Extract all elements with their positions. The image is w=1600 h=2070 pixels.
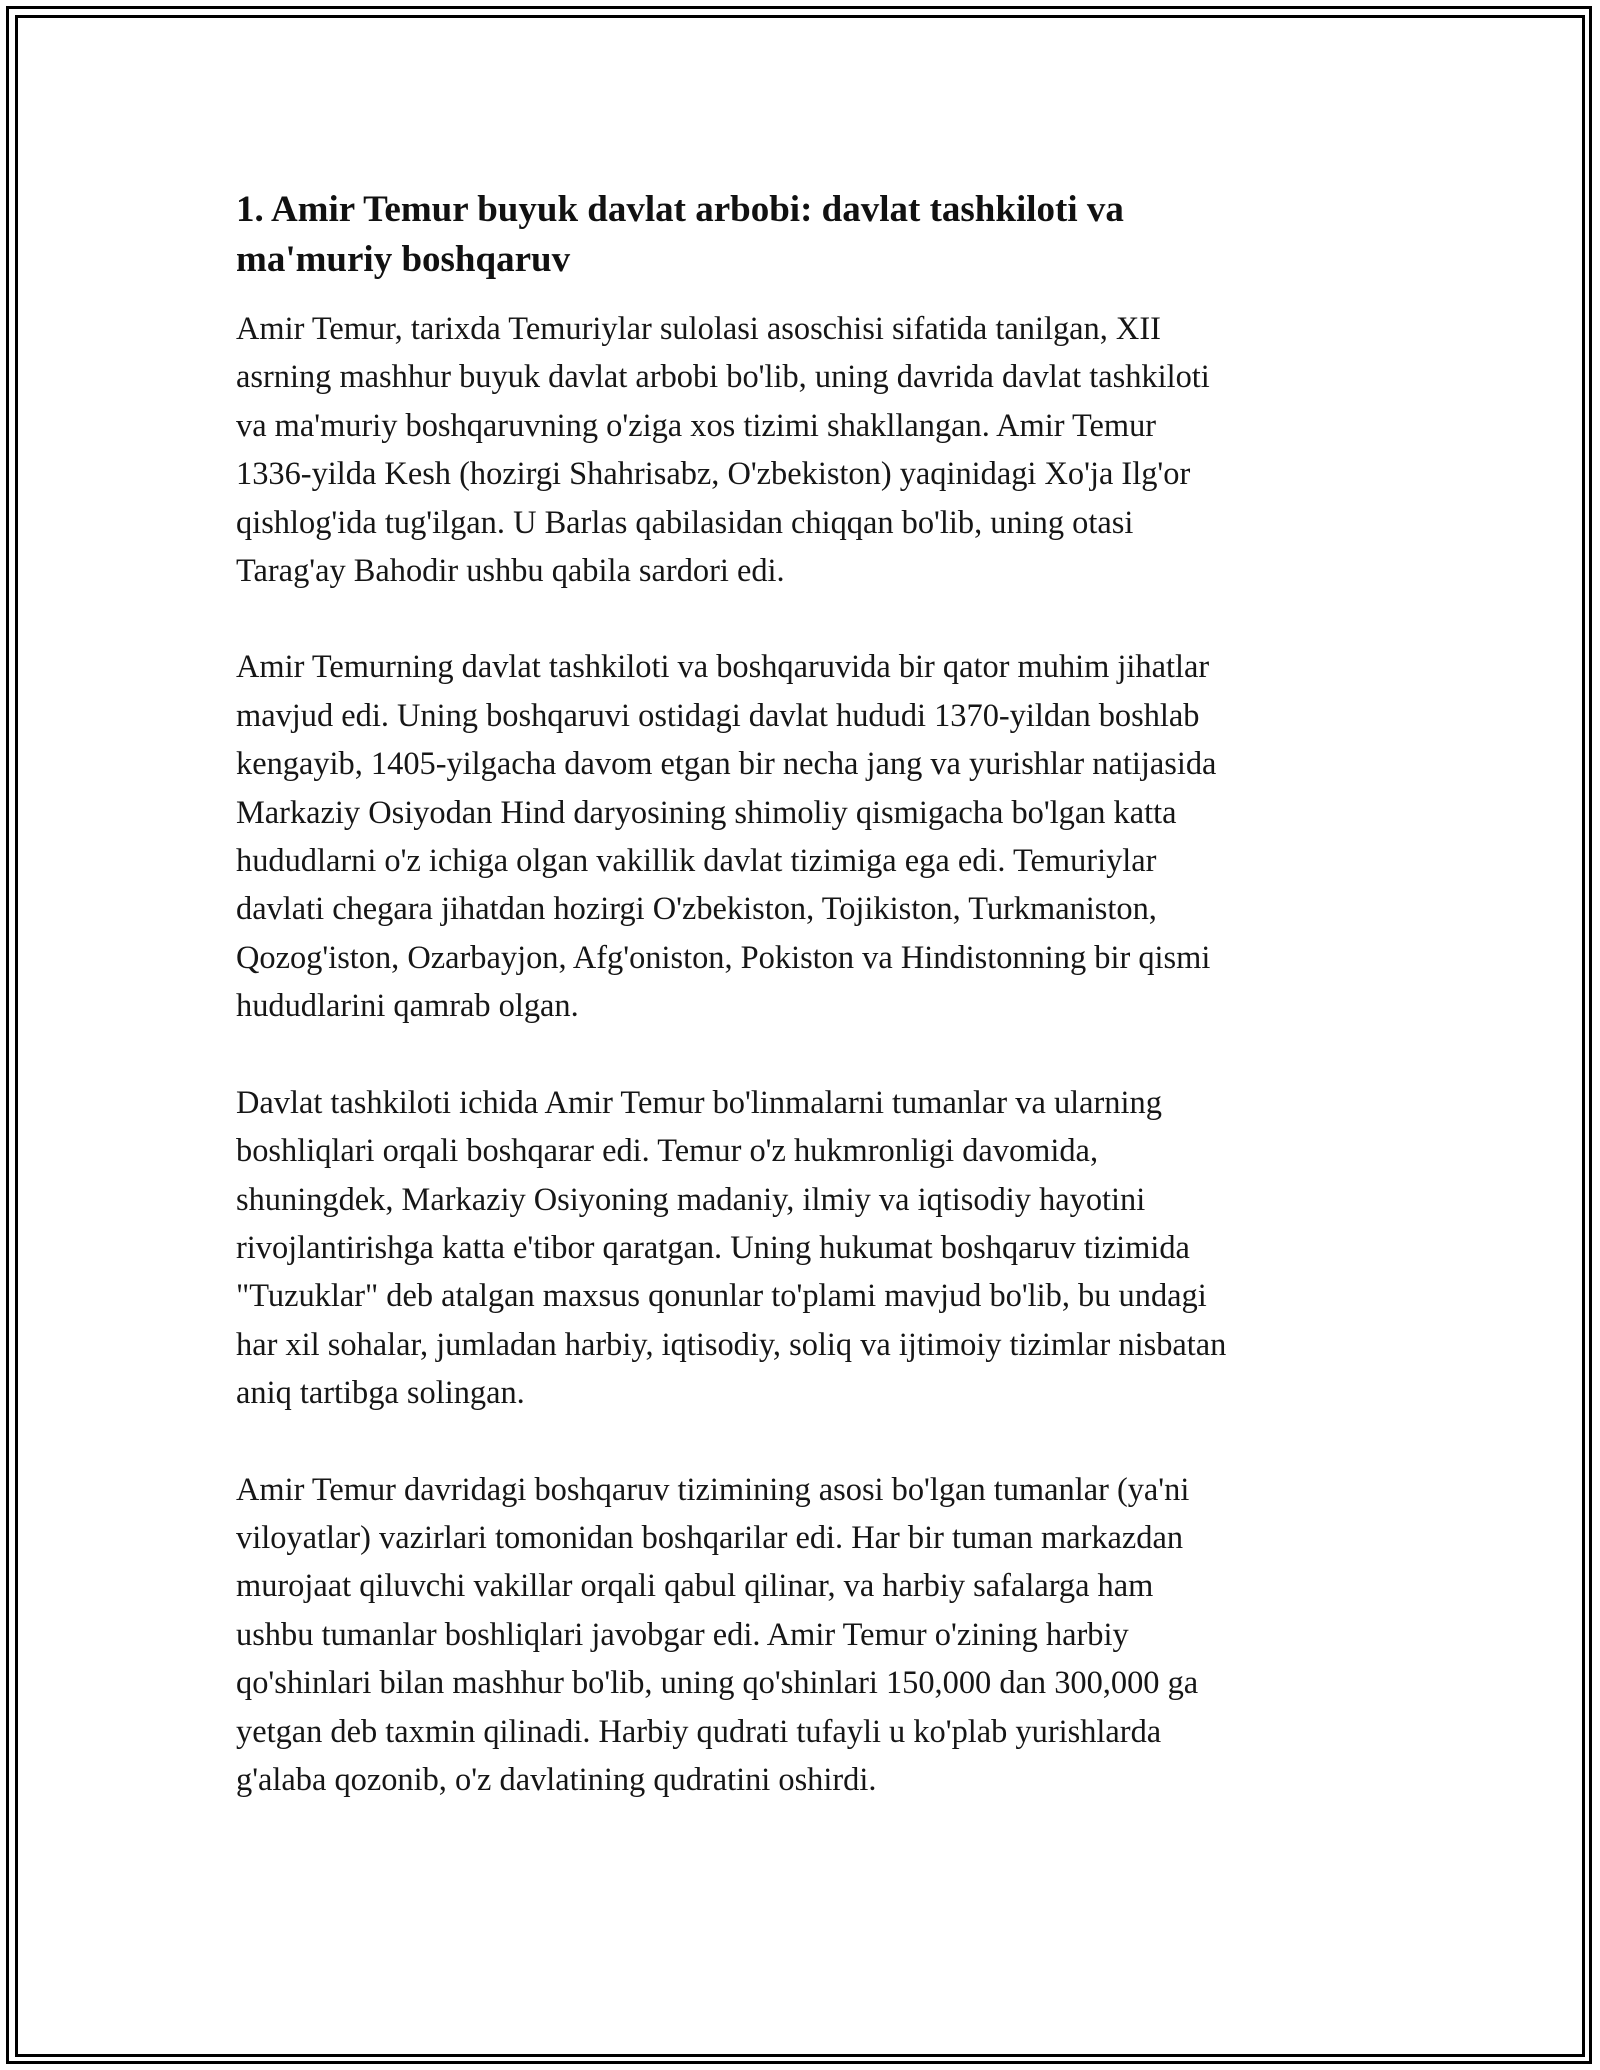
text-line: Tarag'ay Bahodir ushbu qabila sardori edi.	[236, 553, 785, 590]
text-line: har xil sohalar, jumladan harbiy, iqtisodiy, soliq va ijtimoiy tizimlar nisbatan	[236, 1326, 1227, 1363]
text-line: Davlat tashkiloti ichida Amir Temur bo'linmalarni tumanlar va ularning	[236, 1084, 1162, 1121]
text-line: qo'shinlari bilan mashhur bo'lib, uning qo'shinlari 150,000 dan 300,000 ga	[236, 1665, 1199, 1702]
text-line: 1336-yilda Kesh (hozirgi Shahrisabz, O'zbekiston) yaqinidagi Xo'ja Ilg'or	[236, 456, 1191, 493]
text-line: hududlarini qamrab olgan.	[236, 988, 579, 1025]
text-line: "Tuzuklar" deb atalgan maxsus qonunlar to'plami mavjud bo'lib, bu undagi	[236, 1278, 1207, 1315]
paragraph-4	[236, 1466, 1386, 1805]
text-line: davlati chegara jihatdan hozirgi O'zbekiston, Tojikiston, Turkmaniston,	[236, 891, 1157, 928]
text-line: rivojlantirishga katta e'tibor qaratgan. Uning hukumat boshqaruv tizimida	[236, 1229, 1190, 1266]
text-line: aniq tartibga solingan.	[236, 1375, 525, 1412]
text-line: murojaat qiluvchi vakillar orqali qabul qilinar, va harbiy safalarga ham	[236, 1568, 1154, 1605]
paragraph-2	[236, 643, 1386, 1030]
paragraph-1	[236, 305, 1386, 595]
text-line: kengayib, 1405-yilgacha davom etgan bir necha jang va yurishlar natijasida	[236, 746, 1217, 783]
text-line: Amir Temur, tarixda Temuriylar sulolasi asoschisi sifatida tanilgan, XII	[236, 311, 1161, 347]
text-line: viloyatlar) vazirlari tomonidan boshqarilar edi. Har bir tuman markazdan	[236, 1519, 1184, 1556]
text-line: Qozog'iston, Ozarbayjon, Afg'oniston, Pokiston va Hindistonning bir qismi	[236, 939, 1211, 976]
heading-line: 1. Amir Temur buyuk davlat arbobi: davlat tashkiloti va	[236, 189, 1124, 230]
paragraph-3	[236, 1079, 1386, 1418]
text-line: Amir Temurning davlat tashkiloti va boshqaruvida bir qator muhim jihatlar	[236, 649, 1210, 686]
text-line: Markaziy Osiyodan Hind daryosining shimoliy qismigacha bo'lgan katta	[236, 794, 1177, 831]
text-line: mavjud edi. Uning boshqaruvi ostidagi davlat hududi 1370-yildan boshlab	[236, 697, 1200, 734]
text-line: Amir Temur davridagi boshqaruv tizimining asosi bo'lgan tumanlar (ya'ni	[236, 1471, 1190, 1508]
text-line: qishlog'ida tug'ilgan. U Barlas qabilasidan chiqqan bo'lib, uning otasi	[236, 504, 1134, 541]
document-body	[236, 185, 1386, 1852]
text-line: yetgan deb taxmin qilinadi. Harbiy qudrati tufayli u ko'plab yurishlarda	[236, 1713, 1162, 1750]
section-heading	[236, 185, 1386, 285]
text-line: shuningdek, Markaziy Osiyoning madaniy, ilmiy va iqtisodiy hayotini	[236, 1181, 1146, 1218]
text-line: g'alaba qozonib, o'z davlatining qudratini oshirdi.	[236, 1761, 877, 1798]
text-line: hududlarni o'z ichiga olgan vakillik davlat tizimiga ega edi. Temuriylar	[236, 843, 1157, 880]
text-line: ushbu tumanlar boshliqlari javobgar edi. Amir Temur o'zining harbiy	[236, 1616, 1129, 1653]
text-line: boshliqlari orqali boshqarar edi. Temur o'z hukmronligi davomida,	[236, 1133, 1099, 1170]
text-line: asrning mashhur buyuk davlat arbobi bo'lib, uning davrida davlat tashkiloti	[236, 359, 1210, 396]
heading-line: ma'muriy boshqaruv	[236, 239, 571, 280]
text-line: va ma'muriy boshqaruvning o'ziga xos tizimi shakllangan. Amir Temur	[236, 407, 1157, 444]
